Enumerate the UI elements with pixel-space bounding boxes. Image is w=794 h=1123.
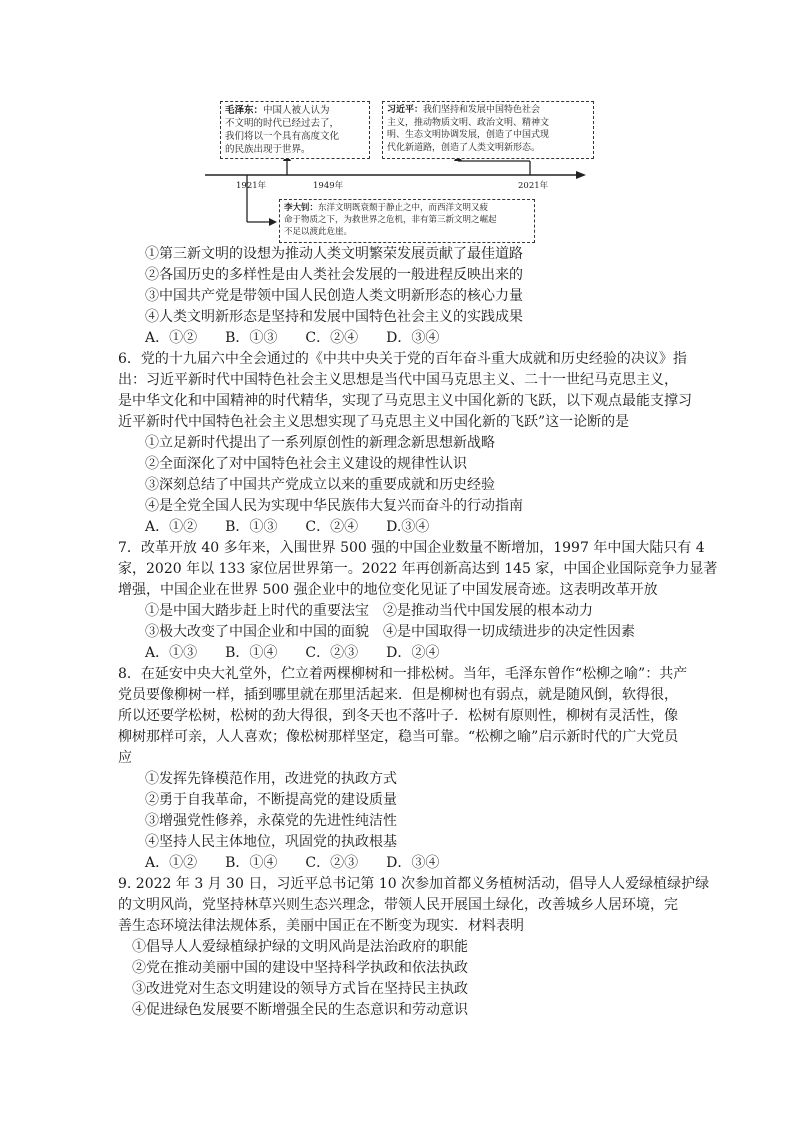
q8-stem: 柳树那样可亲，人人喜欢；像松树那样坚定，稳当可靠。“松柳之喻”启示新时代的广大党员 [118,729,679,745]
q9-stem: 的文明风尚，党坚持林草兴则生态兴理念，带领人民开展国土绿化，改善城乡人居环境，完 [118,897,678,913]
q6-answers: A．①② B．①③ C．②④ D.③④ [145,519,430,535]
q5-option-2: ②各国历史的多样性是由人类社会发展的一般进程反映出来的 [145,267,523,283]
year-label-1921: 1921年 [236,181,267,191]
year-label-1949: 1949年 [313,181,344,191]
quote-box-xi [382,101,594,159]
q6-stem: 是中华文化和中国精神的时代精华，实现了马克思主义中国化新的飞跃，以下观点最能支撑习 [118,393,692,409]
q8-stem: 所以还要学松树，松树的劲大得很，到冬天也不落叶子．松树有原则性，柳树有灵活性，像 [118,708,678,724]
q9-option-3: ③改进党对生态文明建设的领导方式旨在坚持民主执政 [132,981,468,997]
q9-option-4: ④促进绿色发展要不断增强全民的生态意识和劳动意识 [132,1002,468,1018]
timeline-figure [200,95,600,245]
q9-option-2: ②党在推动美丽中国的建设中坚持科学执政和依法执政 [132,960,468,976]
q6-option-1: ①立足新时代提出了一系列原创性的新理念新思想新战略 [145,435,495,451]
q8-option-3: ③增强党性修养，永葆党的先进性纯洁性 [145,813,397,829]
q9-stem: 9. 2022 年 3 月 30 日，习近平总书记第 10 次参加首都义务植树活动，倡导人人爱绿植绿护绿 [118,876,710,892]
quote-line: 中国人被人认为 [263,105,330,116]
q8-option-1: ①发挥先锋模范作用，改进党的执政方式 [145,771,397,787]
q6-option-4: ④是全党全国人民为实现中华民族伟大复兴而奋斗的行动指南 [145,498,523,514]
q6-stem: 6．党的十九届六中全会通过的《中共中央关于党的百年奋斗重大成就和历史经验的决议》指 [118,351,687,367]
quote-speaker: 毛泽东： [225,105,264,116]
year-label-2021: 2021年 [518,181,549,191]
quote-box-mao [220,101,370,159]
quote-speaker: 李大钊： [284,203,319,213]
q6-stem: 近平新时代中国特色社会主义思想实现了马克思主义中国化新的飞跃”这一论断的是 [118,414,630,430]
quote-line: 代化新道路，创造了人类文明新形态。 [387,142,541,153]
quote-speaker: 习近平： [387,105,424,115]
q6-option-2: ②全面深化了对中国特色社会主义建设的规律性认识 [145,456,467,472]
q7-options-12: ①是中国大踏步赶上时代的重要法宝 ②是推动当代中国发展的根本动力 [145,603,593,619]
q7-stem: 7．改革开放 40 多年来，入围世界 500 强的中国企业数量不断增加，1997 年中国大陆只有 4 [118,540,705,556]
quote-line: 命于物质之下，为救世界之危机，非有第三新文明之崛起 [284,215,497,225]
quote-line: 我们将以一个具有高度文化 [225,131,340,142]
q5-option-1: ①第三新文明的设想为推动人类文明繁荣发展贡献了最佳道路 [145,246,523,262]
q8-option-4: ④坚持人民主体地位，巩固党的执政根基 [145,834,397,850]
q7-answers: A．①③ B．①④ C．②③ D．②④ [145,645,440,661]
quote-line: 主义，推动物质文明、政治文明、精神文 [387,117,550,128]
q6-stem: 出：习近平新时代中国特色社会主义思想是当代中国马克思主义、二十一世纪马克思主义， [118,372,678,388]
q5-option-3: ③中国共产党是带领中国人民创造人类文明新形态的核心力量 [145,288,523,304]
q7-stem: 家，2020 年以 133 家位居世界第一。2022 年再创新高达到 145 家，中国企业国际竞争力显著 [118,561,718,577]
q7-stem: 增强，中国企业在世界 500 强企业中的地位变化见证了中国发展奇迹。这表明改革开放 [118,582,658,598]
q5-option-4: ④人类文明新形态是坚持和发展中国特色社会主义的实践成果 [145,309,523,325]
q9-option-1: ①倡导人人爱绿植绿护绿的文明风尚是法治政府的职能 [132,939,468,955]
q8-stem: 8．在延安中央大礼堂外，伫立着两棵柳树和一排松树。当年，毛泽东曾作“松柳之喻”：共产 [118,666,688,682]
quote-line: 明、生态文明协调发展，创造了中国式现 [387,130,550,140]
quote-line: 不足以渡此危崖。 [284,227,353,237]
q6-option-3: ③深刻总结了中国共产党成立以来的重要成就和历史经验 [145,477,495,493]
q9-stem: 善生态环境法律法规体系，美丽中国正在不断变为现实．材料表明 [118,918,524,934]
q5-answers: A．①② B．①③ C．②④ D．③④ [145,330,440,346]
q8-stem: 应 [118,750,132,766]
q8-option-2: ②勇于自我革命，不断提高党的建设质量 [145,792,397,808]
quote-line: 不文明的时代已经过去了， [225,118,340,129]
quote-line: 我们坚持和发展中国特色社会 [423,105,541,115]
q7-options-34: ③极大改变了中国企业和中国的面貌 ④是中国取得一切成绩进步的决定性因素 [145,624,635,640]
quote-box-li [279,199,535,243]
quote-line: 东洋文明既衰颓于静止之中，而西洋文明又疲 [318,203,489,213]
quote-line: 的民族出现于世界。 [225,144,311,155]
q8-answers: A．①② B．①④ C．②③ D．③④ [145,855,440,871]
q8-stem: 党员要像柳树一样，插到哪里就在那里活起来．但是柳树也有弱点，就是随风倒，软得很， [118,687,678,703]
